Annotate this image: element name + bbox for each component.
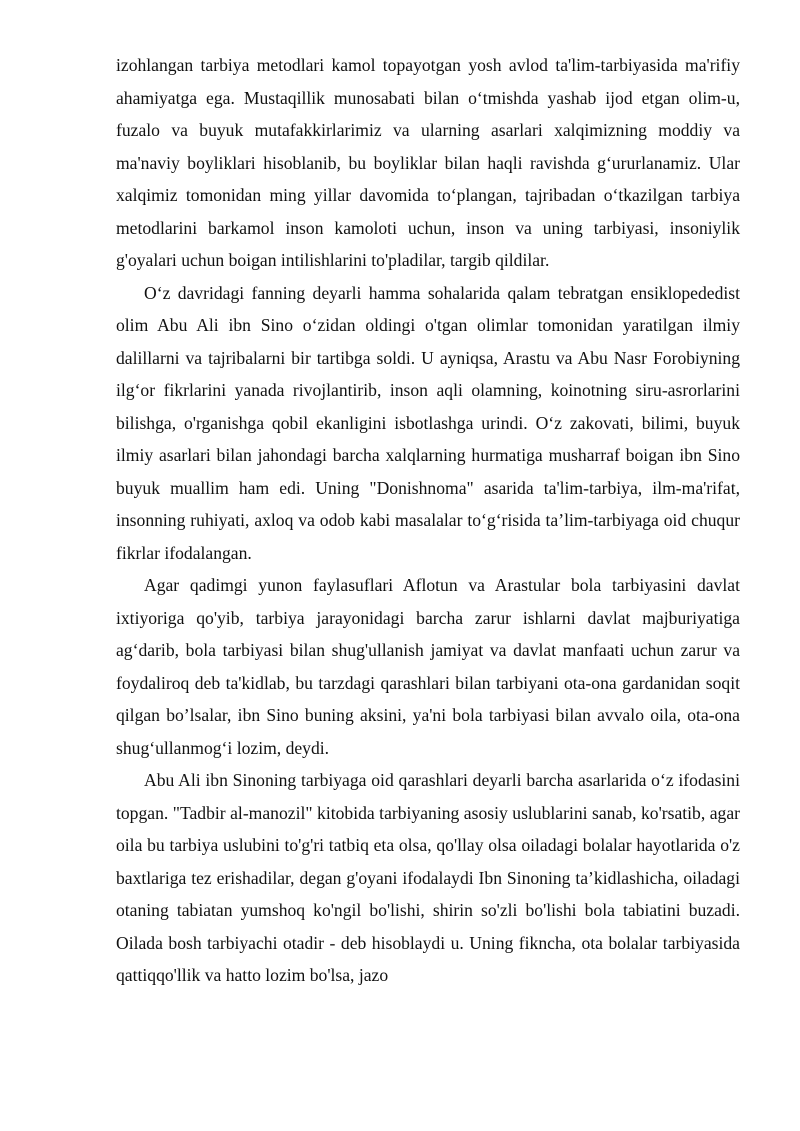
- paragraph-tadbir-al-manozil: Abu Ali ibn Sinoning tarbiyaga oid qarashlari deyarli barcha asarlarida o‘z ifodasini topgan. "Tadbir al-manozil" kitobida tarbiyaning asosiy uslublarini sanab, ko'rsatib, agar oila bu tarbiya uslubini to'g'ri tatbiq eta olsa, qo'llay olsa oiladagi bolalar hayotlarida o'z baxtlariga tez erishadilar, degan g'oyani ifodalaydi Ibn Sinoning ta’kidlashicha, oiladagi otaning tabiatan yumshoq ko'ngil bo'lishi, shirin so'zli bo'lishi bola tabiatini buzadi. Oilada bosh tarbiyachi otadir - deb hisoblaydi u. Uning fikncha, ota bolalar tarbiyasida qattiqqo'llik va hatto lozim bo'lsa, jazo: [116, 770, 740, 985]
- document-body: [116, 49, 740, 992]
- paragraph-family-upbringing: Agar qadimgi yunon faylasuflari Aflotun va Arastular bola tarbiyasini davlat ixtiyoriga qo'yib, tarbiya jarayonidagi barcha zarur ishlarni davlat majburiyatiga ag‘darib, bola tarbiyasi bilan shug'ullanish jamiyat va davlat manfaati uchun zarur va foydaliroq deb ta'kidlab, bu tarzdagi qarashlari bilan tarbiyani ota-ona gardanidan soqit qilgan bo’lsalar, ibn Sino buning aksini, ya'ni bola tarbiyasi bilan avvalo oila, ota-ona shug‘ullanmog‘i lozim, deydi.: [116, 575, 740, 758]
- paragraph-continuation: izohlangan tarbiya metodlari kamol topayotgan yosh avlod ta'lim-tarbiyasida ma'rifiy ahamiyatga ega. Mustaqillik munosabati bilan o‘tmishda yashab ijod etgan olim-u, fuzalo va buyuk mutafakkirlarimiz va ularning asarlari xalqimizning moddiy va ma'naviy boyliklari hisoblanib, bu boyliklar bilan haqli ravishda g‘ururlanamiz. Ular xalqimiz tomonidan ming yillar davomida to‘plangan, tajribadan o‘tkazilgan tarbiya metodlarini barkamol inson kamoloti uchun, inson va uning tarbiyasi, insoniylik g'oyalari uchun boigan intilishlarini to'pladilar, targib qildilar.: [116, 55, 740, 270]
- paragraph-ibn-sino-intro: O‘z davridagi fanning deyarli hamma sohalarida qalam tebratgan ensiklopededist olim Abu Ali ibn Sino o‘zidan oldingi o'tgan olimlar tomonidan yaratilgan ilmiy dalillarni va tajribalarni bir tartibga soldi. U ayniqsa, Arastu va Abu Nasr Forobiyning ilg‘or fikrlarini yanada rivojlantirib, inson aqli olamning, koinotning siru-asrorlarini bilishga, o'rganishga qobil ekanligini isbotlashga urindi. O‘z zakovati, bilimi, buyuk ilmiy asarlari bilan jahondagi barcha xalqlarning hurmatiga musharraf boigan ibn Sino buyuk muallim ham edi. Uning "Donishnoma" asarida ta'lim-tarbiya, ilm-ma'rifat, insonning ruhiyati, axloq va odob kabi masalalar to‘g‘risida ta’lim-tarbiyaga oid chuqur fikrlar ifodalangan.: [116, 282, 740, 563]
